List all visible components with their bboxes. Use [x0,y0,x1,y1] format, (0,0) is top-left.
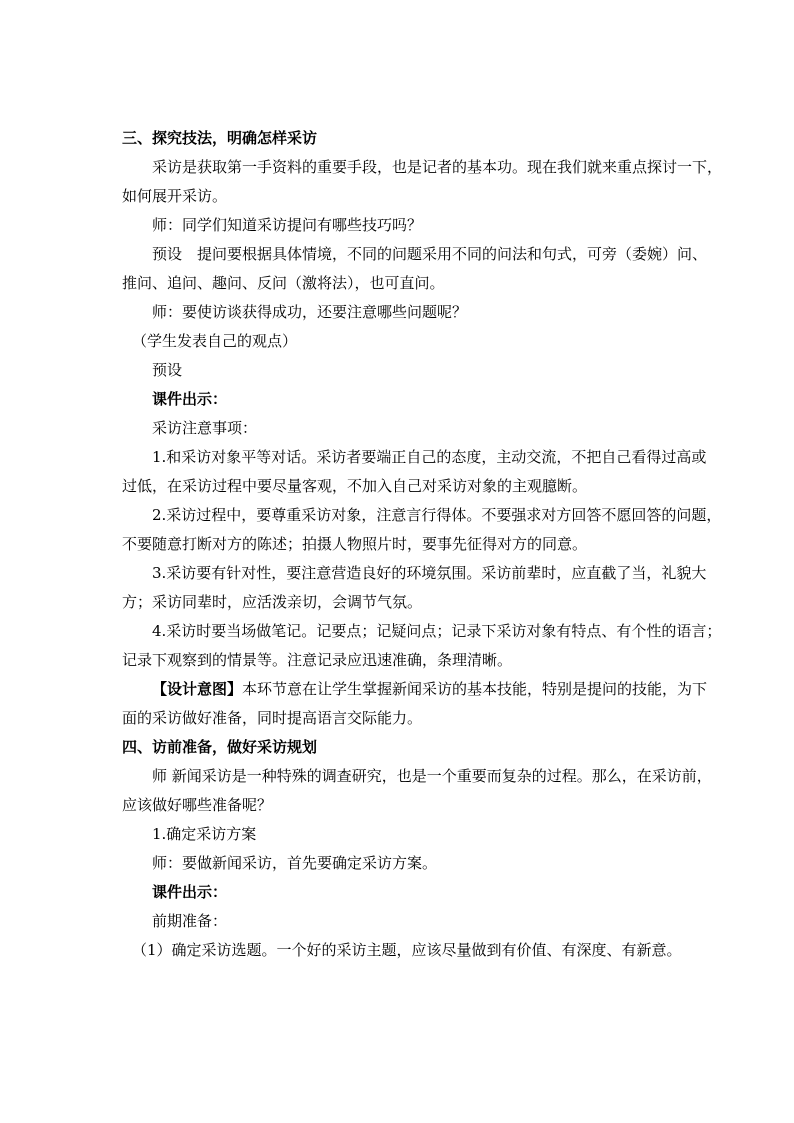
paragraph-line: 预设 提问要根据具体情境，不同的问题采用不同的问法和句式，可旁（委婉）问、 [152,245,708,263]
teacher-question: 师：要做新闻采访，首先要确定采访方案。 [152,854,438,872]
paragraph-line: 如何展开采访。 [122,187,228,205]
step-title: 1.确定采访方案 [152,825,257,843]
list-item: 2.采访过程中，要尊重采访对象，注意言行得体。不要强求对方回答不愿回答的问题， [152,506,722,524]
student-note: （学生发表自己的观点） [132,332,298,350]
notes-title: 采访注意事项： [152,419,258,437]
paragraph-line: 师 新闻采访是一种特殊的调查研究，也是一个重要而复杂的过程。那么，在采访前， [152,767,712,785]
preset-label: 预设 [152,361,183,379]
courseware-label: 课件出示： [152,390,228,408]
list-item: 3.采访要有针对性，要注意营造良好的环境氛围。采访前辈时，应直截了当，礼貌大 [152,564,707,582]
paragraph-line: 应该做好哪些准备呢？ [122,796,273,814]
list-item: 过低，在采访过程中要尽量客观，不加入自己对采访对象的主观臆断。 [122,477,588,495]
list-item: 4.采访时要当场做笔记。记要点；记疑问点；记录下采访对象有特点、有个性的语言； [152,622,722,640]
design-intent-line: 面的采访做好准备，同时提高语言交际能力。 [122,709,423,727]
design-intent-text: 本环节意在让学生掌握新闻采访的基本技能，特别是提问的技能，为下 [242,680,708,698]
section-4-heading: 四、访前准备，做好采访规划 [122,738,318,756]
teacher-question: 师：同学们知道采访提问有哪些技巧吗？ [152,216,423,234]
document-body [122,124,722,965]
paragraph-line: 采访是获取第一手资料的重要手段，也是记者的基本功。现在我们就来重点探讨一下， [152,158,722,176]
list-item: 不要随意打断对方的陈述；拍摄人物照片时，要事先征得对方的同意。 [122,535,588,553]
list-item: （1）确定采访选题。一个好的采访主题，应该尽量做到有价值、有深度、有新意。 [132,941,682,959]
prep-title: 前期准备： [152,912,228,930]
design-intent-label: 【设计意图】 [152,680,243,698]
list-item: 方；采访同辈时，应活泼亲切，会调节气氛。 [122,593,423,611]
teacher-question: 师：要使访谈获得成功，还要注意哪些问题呢？ [152,303,468,321]
list-item: 1.和采访对象平等对话。采访者要端正自己的态度，主动交流，不把自己看得过高或 [152,448,707,466]
list-item: 记录下观察到的情景等。注意记录应迅速准确，条理清晰。 [122,651,513,669]
design-intent-line [122,675,722,704]
courseware-label: 课件出示： [152,883,228,901]
section-3-heading: 三、探究技法，明确怎样采访 [122,129,318,147]
paragraph-line: 推问、追问、趣问、反问（激将法），也可直问。 [122,274,445,292]
